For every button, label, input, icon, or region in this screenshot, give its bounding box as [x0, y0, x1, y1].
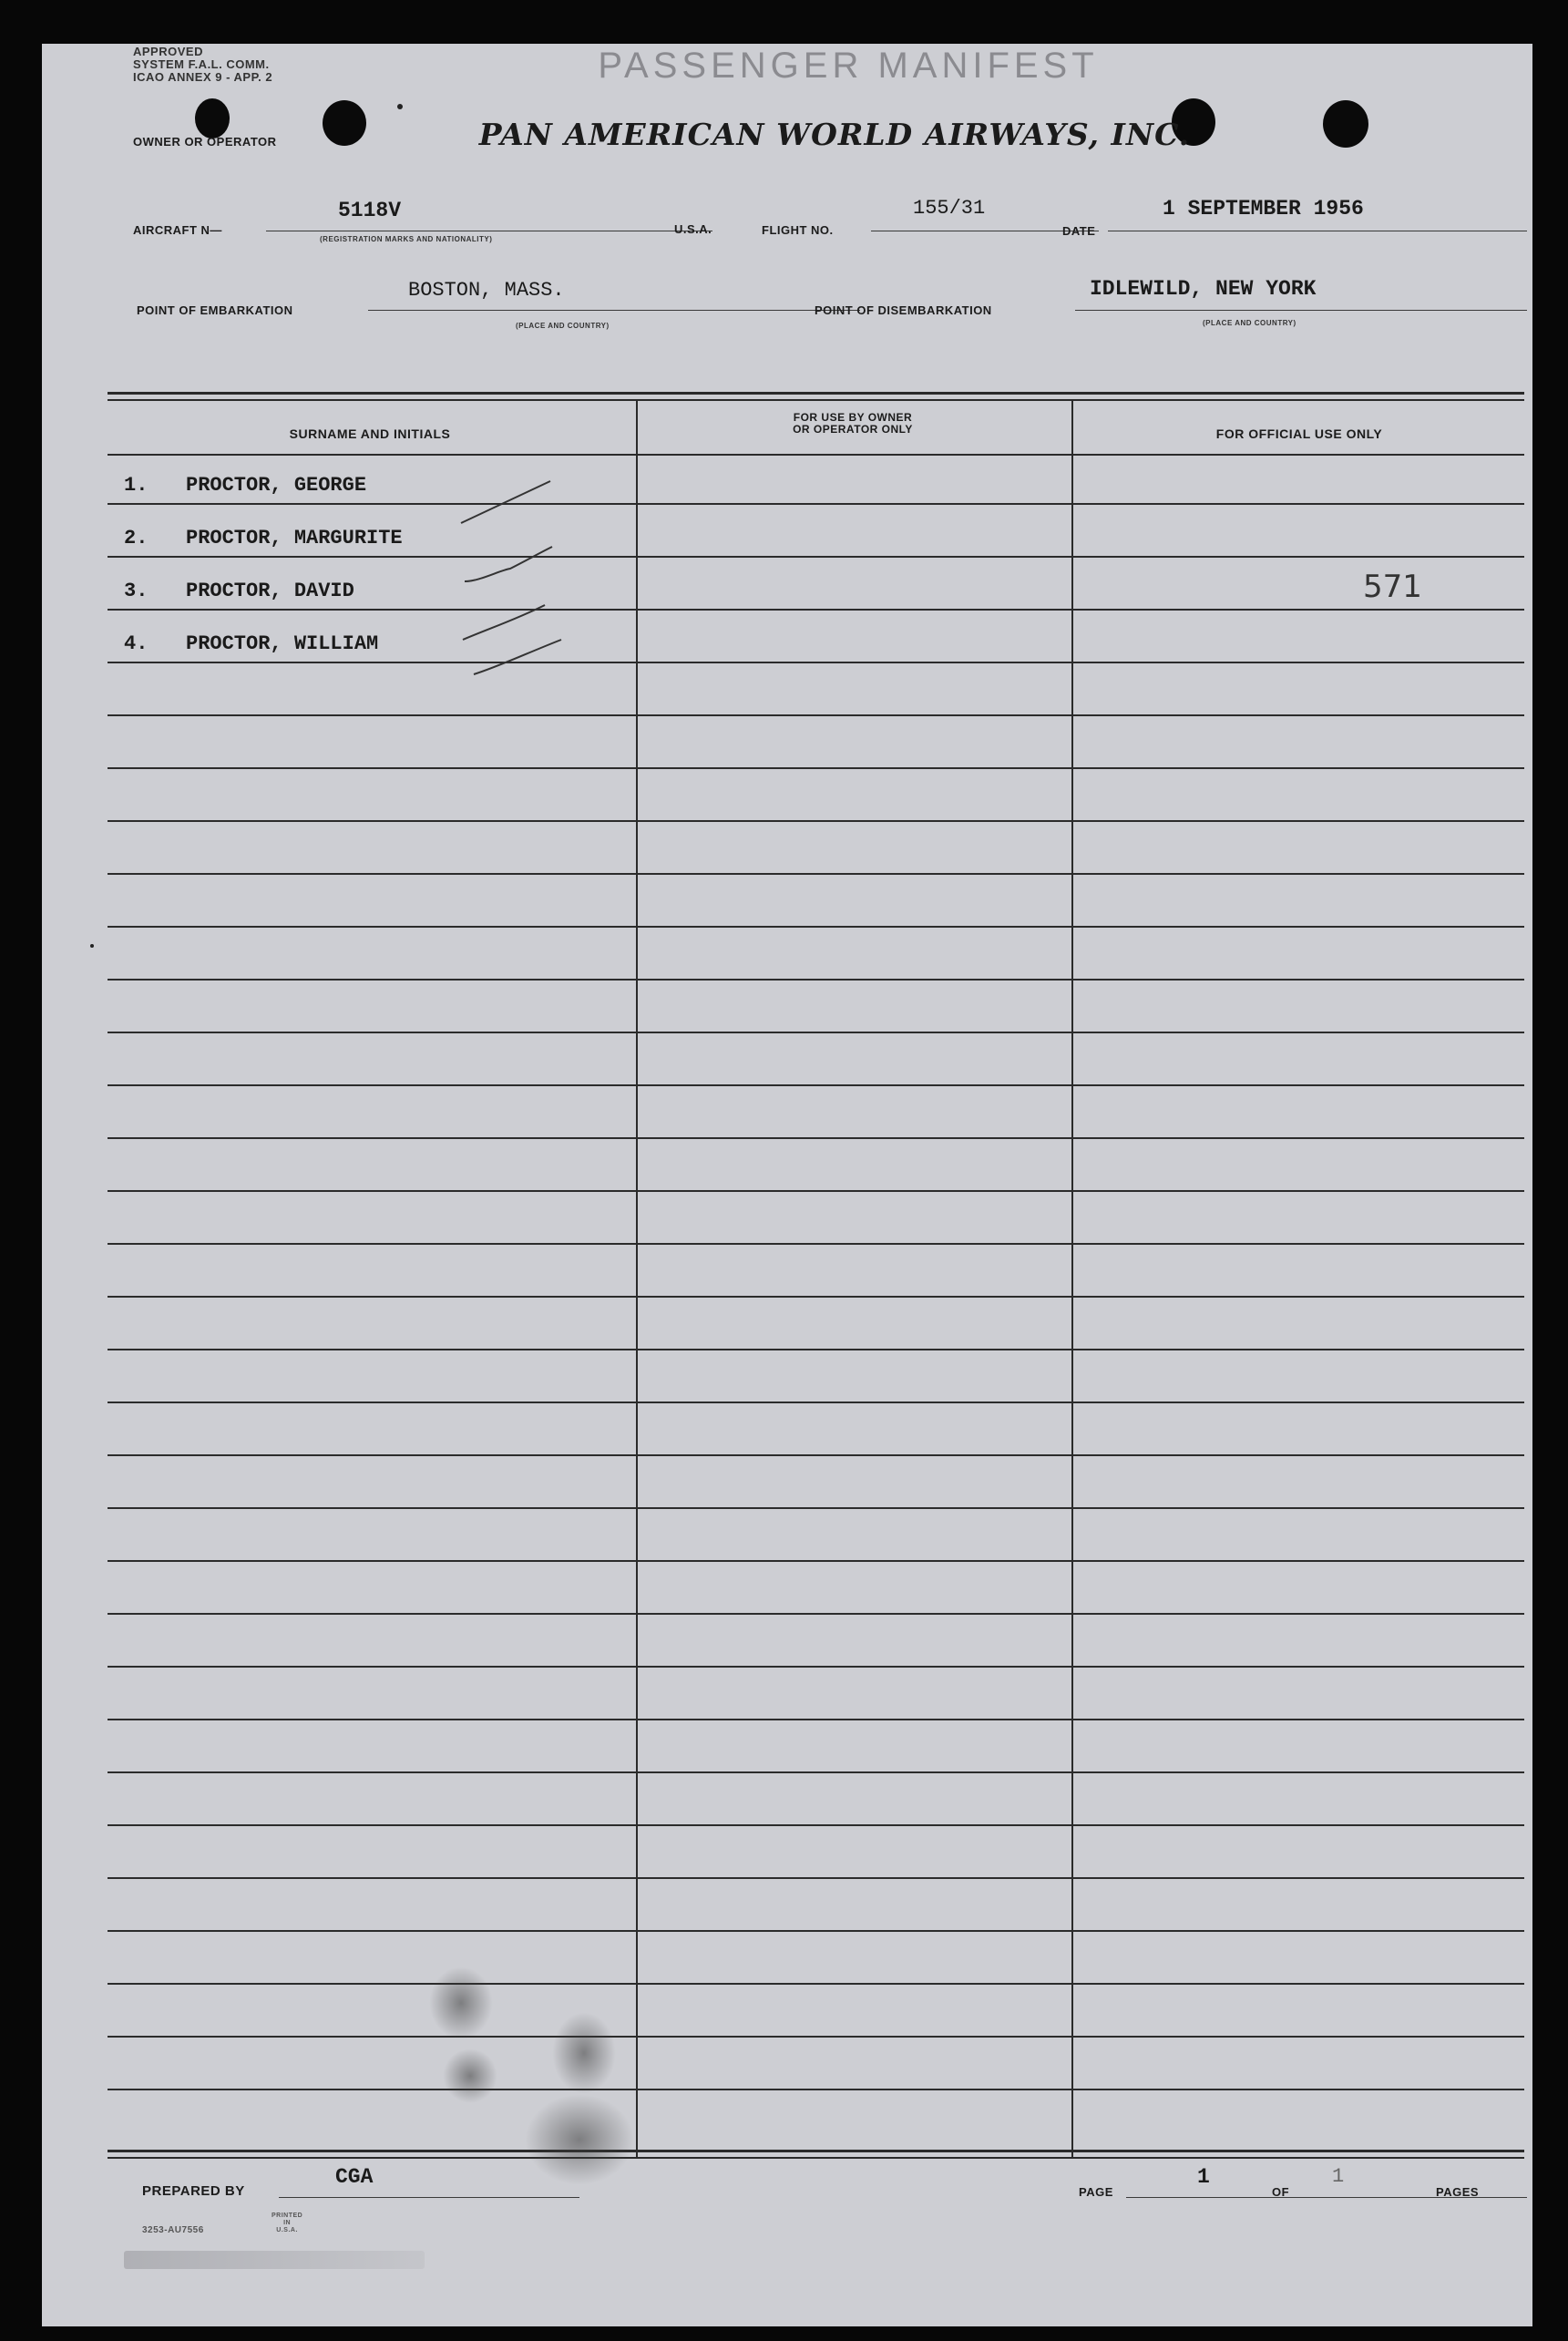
ruled-line — [108, 2089, 1524, 2090]
printed-line: U.S.A. — [276, 2227, 298, 2233]
approval-line: APPROVED — [133, 45, 203, 58]
approval-block — [133, 46, 333, 84]
passenger-name: PROCTOR, WILLIAM — [186, 632, 379, 655]
ruled-line — [108, 1243, 1524, 1245]
passenger-name: PROCTOR, GEORGE — [186, 474, 367, 497]
passenger-row — [124, 474, 366, 497]
embark-underline — [368, 310, 860, 311]
ruled-line — [108, 714, 1524, 716]
fingerprint-smudge — [552, 2012, 616, 2094]
ruled-line — [108, 1613, 1524, 1615]
manifest-page — [42, 44, 1532, 2326]
table-top-rule-2 — [108, 399, 1524, 401]
owner-label: OWNER OR OPERATOR — [133, 135, 277, 149]
of-label: OF — [1272, 2185, 1290, 2199]
passenger-row — [124, 527, 403, 549]
page-value: 1 — [1197, 2165, 1210, 2189]
date-value: 1 SEPTEMBER 1956 — [1163, 197, 1364, 221]
page-label: PAGE — [1079, 2185, 1113, 2199]
airline-name: PAN AMERICAN WORLD AIRWAYS, INC. — [478, 117, 1191, 152]
prepared-value: CGA — [335, 2165, 374, 2189]
ruled-line — [108, 873, 1524, 875]
passenger-name: PROCTOR, MARGURITE — [186, 527, 403, 549]
ruled-line — [108, 1402, 1524, 1403]
approval-line: ICAO ANNEX 9 - APP. 2 — [133, 70, 273, 84]
disembark-underline — [1075, 310, 1527, 311]
disembark-sublabel: (PLACE AND COUNTRY) — [1203, 319, 1296, 327]
ruled-line — [108, 503, 1524, 505]
ruled-line — [108, 609, 1524, 611]
ruled-line — [108, 1349, 1524, 1350]
form-number: 3253-AU7556 — [142, 2225, 204, 2235]
row-number: 3. — [124, 580, 149, 602]
fingerprint-smudge — [429, 1966, 493, 2039]
row-number: 4. — [124, 632, 149, 655]
check-mark — [465, 547, 552, 581]
ruled-line — [108, 1507, 1524, 1509]
punch-dot — [397, 104, 403, 109]
passenger-row — [124, 632, 378, 655]
ruled-line — [108, 1190, 1524, 1192]
column-header-owner — [680, 412, 1026, 436]
fingerprint-smudge — [443, 2048, 497, 2103]
embark-label: POINT OF EMBARKATION — [137, 303, 293, 317]
prepared-label: PREPARED BY — [142, 2183, 245, 2199]
owner-header-line: FOR USE BY OWNER — [793, 411, 913, 424]
ruled-line — [108, 1454, 1524, 1456]
ruled-line — [108, 1296, 1524, 1298]
printed-line: IN — [283, 2220, 292, 2226]
aircraft-value: 5118V — [338, 199, 402, 222]
table-bottom-rule-2 — [108, 2157, 1524, 2159]
flight-value: 155/31 — [913, 197, 986, 220]
fingerprint-smudge — [525, 2094, 634, 2185]
ruled-line — [108, 2036, 1524, 2038]
punch-hole-left-1 — [195, 98, 230, 139]
usa-label: U.S.A. — [674, 222, 712, 236]
faded-stamp — [124, 2251, 425, 2269]
passenger-row — [124, 580, 354, 602]
ruled-line — [108, 1771, 1524, 1773]
ruled-line — [108, 1719, 1524, 1720]
disembark-label: POINT OF DISEMBARKATION — [815, 303, 992, 317]
aircraft-label: AIRCRAFT N— — [133, 223, 222, 237]
of-value: 1 — [1332, 2165, 1345, 2188]
punch-hole-left-2 — [323, 100, 366, 146]
ruled-line — [108, 1560, 1524, 1562]
check-mark-4 — [470, 636, 579, 682]
column-divider-1 — [636, 401, 638, 2157]
punch-hole-right-2 — [1323, 100, 1368, 148]
ruled-line — [108, 1824, 1524, 1826]
pages-label: PAGES — [1436, 2185, 1480, 2199]
ruled-line — [108, 1137, 1524, 1139]
table-bottom-rule-1 — [108, 2150, 1524, 2152]
ruled-line — [108, 556, 1524, 558]
column-header-surname: SURNAME AND INITIALS — [289, 426, 451, 441]
ruled-line — [108, 926, 1524, 928]
owner-header-line: OR OPERATOR ONLY — [793, 423, 913, 436]
aircraft-sublabel: (REGISTRATION MARKS AND NATIONALITY) — [320, 235, 493, 243]
ruled-line — [108, 767, 1524, 769]
ruled-line — [108, 1032, 1524, 1033]
check-marks — [443, 445, 589, 663]
disembark-value: IDLEWILD, NEW YORK — [1090, 277, 1317, 301]
check-mark — [463, 605, 545, 640]
row-number: 2. — [124, 527, 149, 549]
column-divider-2 — [1071, 401, 1073, 2157]
stray-mark — [90, 944, 94, 948]
ruled-line — [108, 979, 1524, 981]
header-bottom-rule — [108, 454, 1524, 456]
embark-value: BOSTON, MASS. — [408, 279, 565, 302]
ruled-line — [108, 1930, 1524, 1932]
printed-in-usa — [272, 2213, 302, 2234]
row-number: 1. — [124, 474, 149, 497]
prepared-underline — [279, 2197, 579, 2198]
passenger-name: PROCTOR, DAVID — [186, 580, 354, 602]
approval-line: SYSTEM F.A.L. COMM. — [133, 57, 270, 71]
ruled-line — [108, 820, 1524, 822]
check-mark — [461, 481, 550, 523]
official-note: 571 — [1363, 569, 1422, 605]
ruled-line — [108, 1983, 1524, 1985]
ruled-line — [108, 662, 1524, 663]
table-top-rule-1 — [108, 392, 1524, 395]
form-title: PASSENGER MANIFEST — [598, 46, 1099, 86]
ruled-line — [108, 1084, 1524, 1086]
column-header-official: FOR OFFICIAL USE ONLY — [1215, 426, 1383, 441]
printed-line: PRINTED — [272, 2213, 303, 2219]
date-label: DATE — [1062, 224, 1096, 238]
flight-label: FLIGHT NO. — [762, 223, 834, 237]
ruled-line — [108, 1877, 1524, 1879]
embark-sublabel: (PLACE AND COUNTRY) — [516, 322, 610, 330]
ruled-line — [108, 1666, 1524, 1668]
